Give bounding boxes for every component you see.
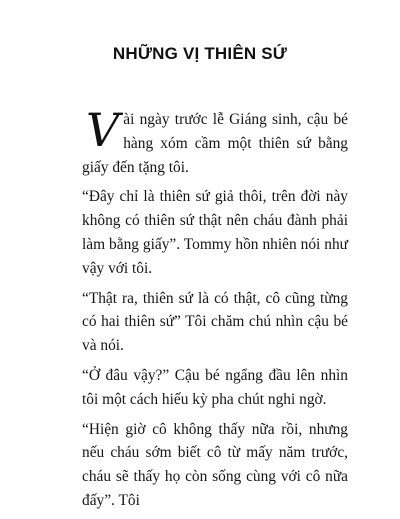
- paragraph-3: “Thật ra, thiên sứ là có thật, cô cũng từng có hai thiên sứ” Tôi chăm chú nhìn cậu bé và nói.: [82, 289, 348, 355]
- chapter-title: NHỮNG VỊ THIÊN SỨ: [112, 44, 288, 63]
- paragraph-4: “Ở đâu vậy?” Cậu bé ngẩng đầu lên nhìn tôi một cách hiếu kỳ pha chút nghi ngờ.: [82, 366, 348, 408]
- drop-cap-letter: V: [86, 103, 120, 157]
- paragraph-2: “Đây chỉ là thiên sứ giả thôi, trên đời này không có thiên sứ thật nên cháu đành phải làm bằng giấy”. Tommy hồn nhiên nói như vậy với tôi.: [82, 188, 348, 277]
- paragraph-5: “Hiện giờ cô không thấy nữa rồi, nhưng nếu cháu sớm biết cô từ mấy năm trước, cháu sẽ thấy họ còn sống cùng với cô nữa đấy”. Tôi: [82, 420, 348, 509]
- chapter-body: [82, 103, 348, 519]
- paragraph-1: [82, 103, 348, 179]
- paragraph-1-text: ài ngày trước lễ Giáng sinh, cậu bé hàng xóm cầm một thiên sứ bằng giấy đến tặng tôi.: [82, 111, 348, 176]
